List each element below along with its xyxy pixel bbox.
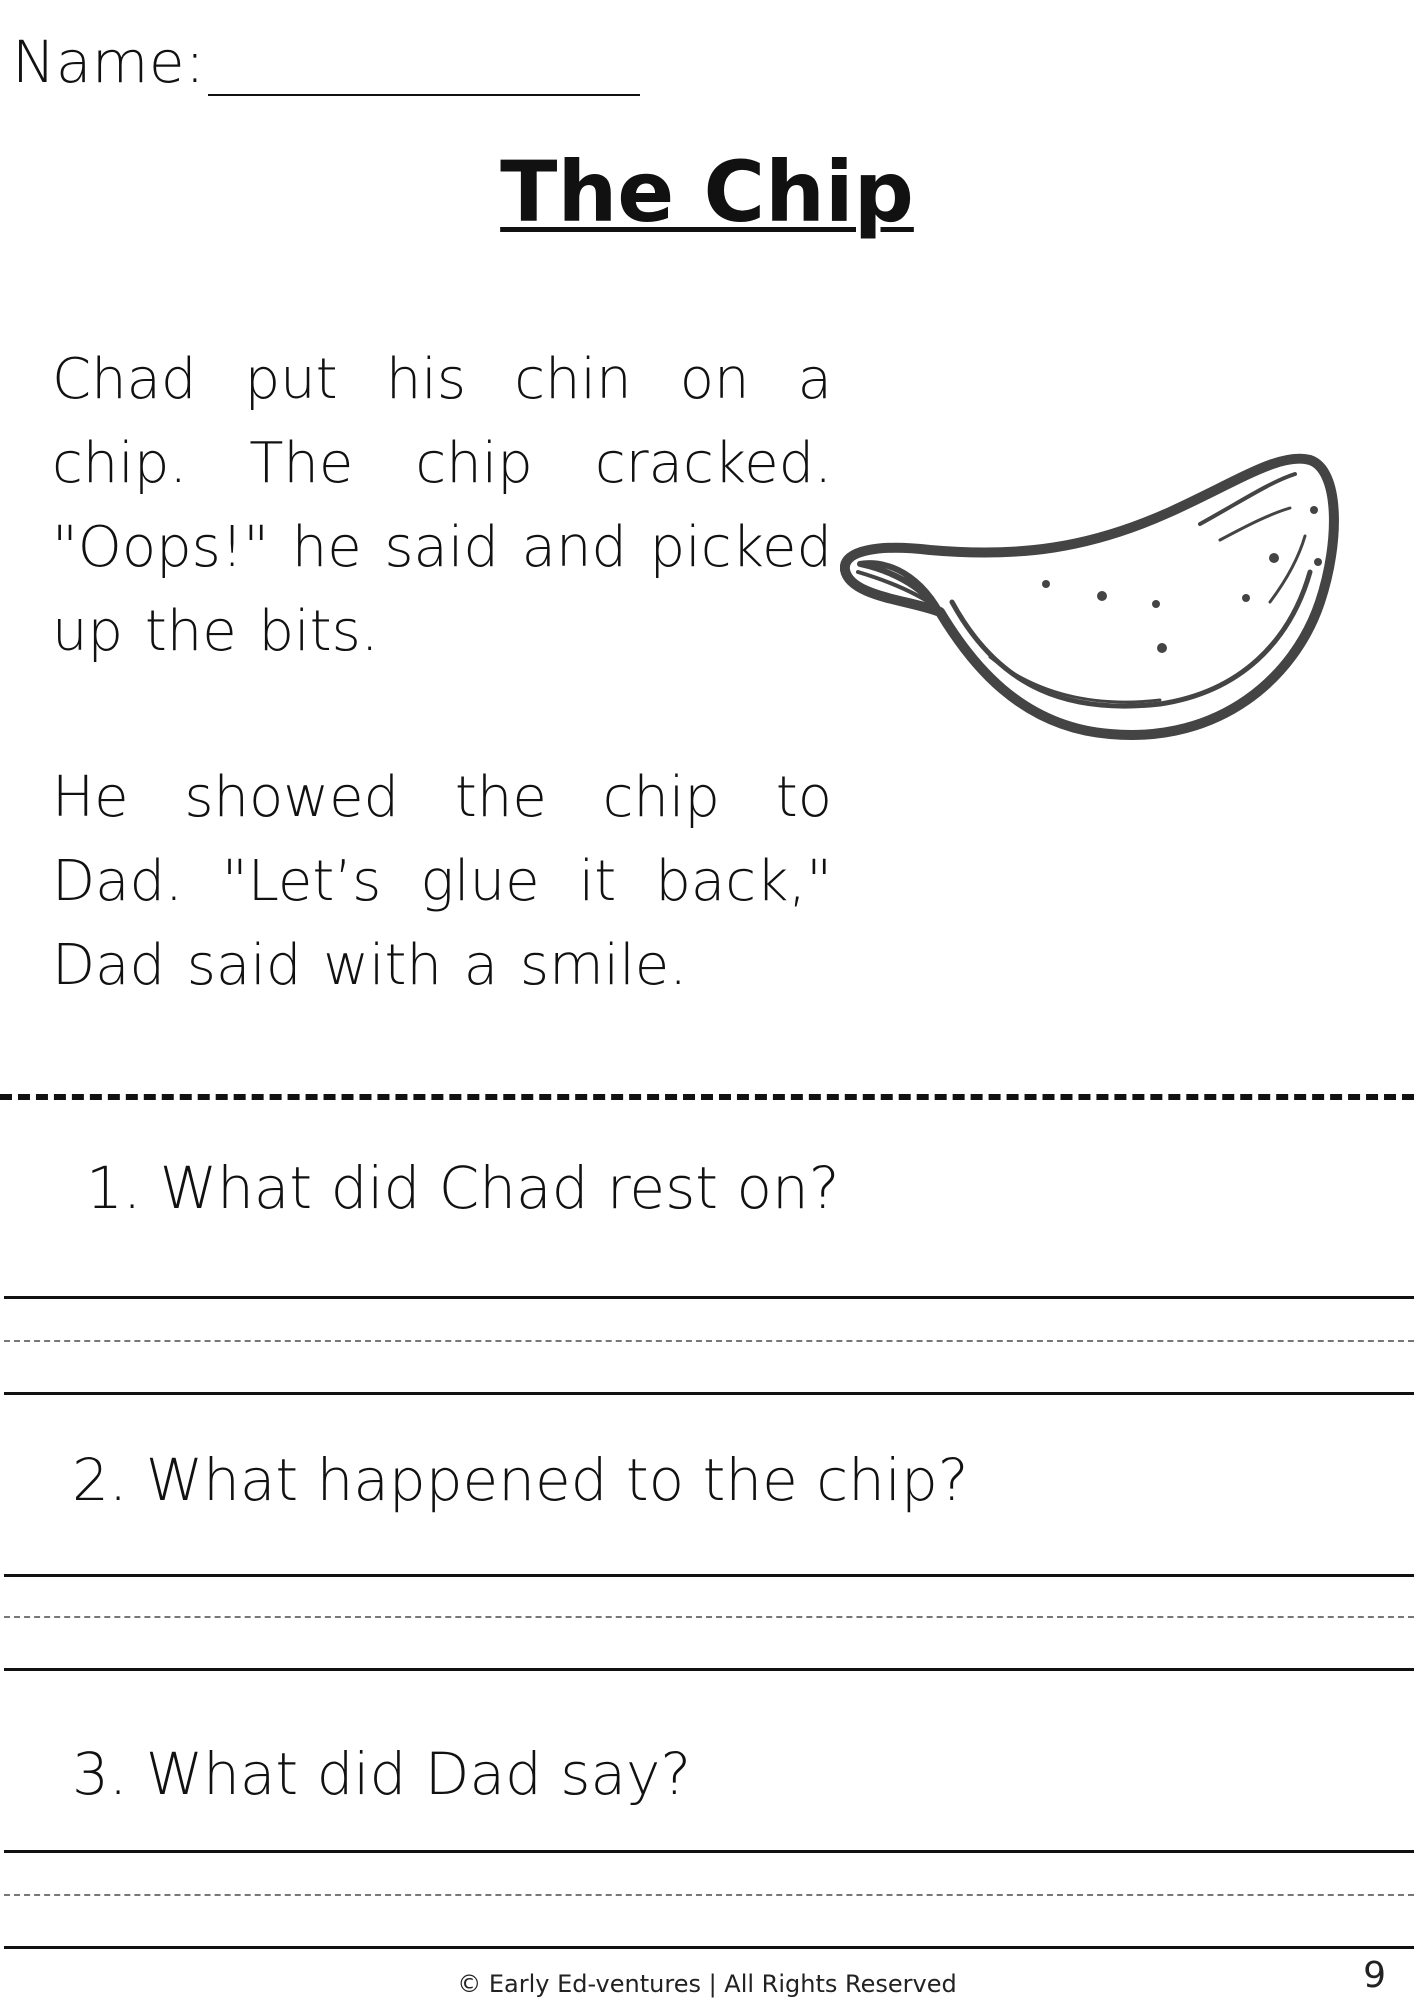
potato-chip-icon <box>840 452 1380 752</box>
answer-3-base-line[interactable] <box>4 1946 1414 1949</box>
question-1: 1. What did Chad rest on? <box>86 1154 840 1222</box>
question-3: 3. What did Dad say? <box>72 1740 692 1808</box>
section-divider <box>0 1094 1414 1100</box>
answer-1-top-line[interactable] <box>4 1296 1414 1299</box>
question-2: 2. What happened to the chip? <box>72 1446 969 1514</box>
name-write-line[interactable] <box>208 94 640 96</box>
answer-2-mid-line <box>4 1616 1414 1618</box>
answer-1-base-line[interactable] <box>4 1392 1414 1395</box>
name-label: Name: <box>12 28 206 96</box>
answer-3-mid-line <box>4 1894 1414 1896</box>
page-title: The Chip <box>500 143 914 241</box>
page-number: 9 <box>1363 1955 1386 1996</box>
answer-2-top-line[interactable] <box>4 1574 1414 1577</box>
answer-2-base-line[interactable] <box>4 1668 1414 1671</box>
story-paragraph-1: Chad put his chin on a chip. The chip cracked. "Oops!" he said and picked up the bits. <box>52 347 832 664</box>
answer-1-mid-line <box>4 1340 1414 1342</box>
story-paragraph-2: He showed the chip to Dad. "Let’s glue it back," Dad said with a smile. <box>52 765 832 998</box>
copyright-footer: © Early Ed-ventures | All Rights Reserved <box>457 1970 957 1998</box>
answer-3-top-line[interactable] <box>4 1850 1414 1853</box>
